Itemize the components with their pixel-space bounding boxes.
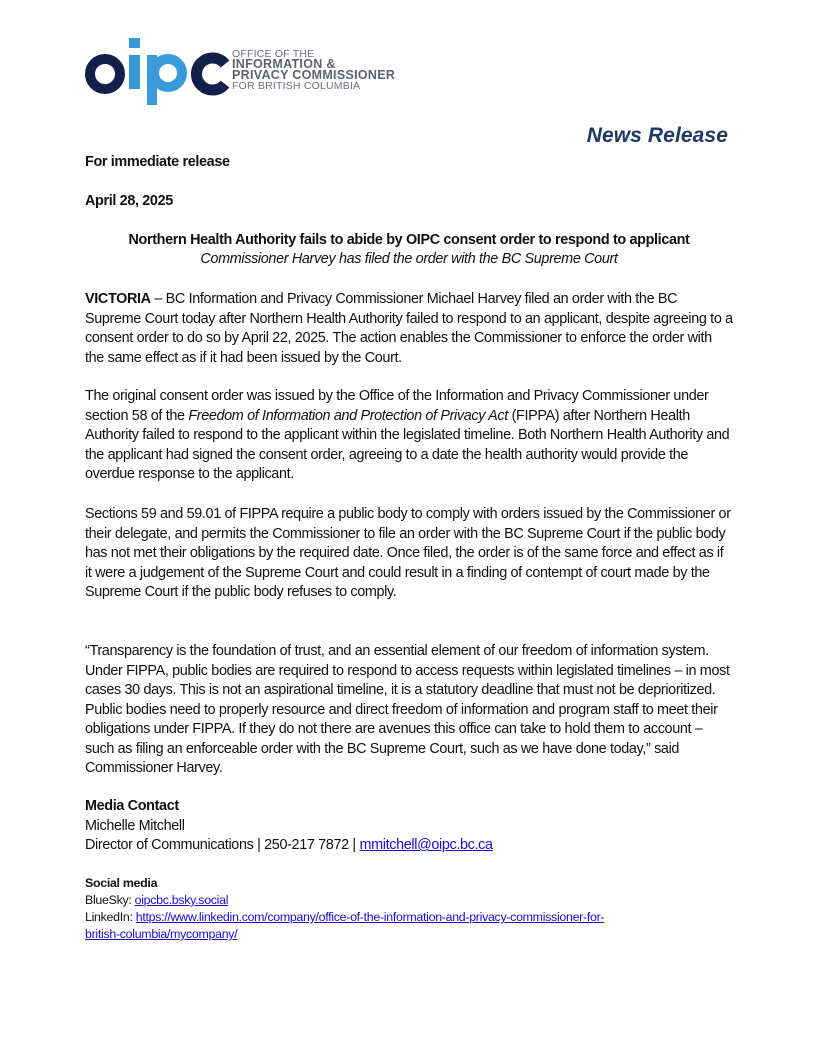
- logo-line-2: INFORMATION &: [232, 57, 336, 71]
- paragraph-1: [85, 290, 733, 368]
- separator: |: [348, 837, 360, 853]
- media-contact-details: [85, 836, 733, 856]
- media-contact-name: Michelle Mitchell: [85, 818, 185, 834]
- oipc-logo: [85, 36, 435, 106]
- act-title: Freedom of Information and Protection of Privacy Act: [188, 407, 508, 424]
- social-media-heading: Social media: [85, 876, 158, 890]
- bluesky-link[interactable]: oipcbc.bsky.social: [134, 893, 229, 907]
- separator: |: [253, 837, 265, 853]
- paragraph-3: Sections 59 and 59.01 of FIPPA require a public body to comply with orders issued by the Commissioner or their delegate, and permits the Commissioner to file an order with the BC Supreme Court if the public body has not met their obligations by the required date. Once filed, the order is of the same force and effect as if it were a judgement of the Supreme Court and could result in a finding of contempt of court made by the Supreme Court if the public body refuses to comply.: [85, 506, 731, 600]
- paragraph-2: [85, 387, 733, 485]
- logo-line-4: FOR BRITISH COLUMBIA: [232, 80, 361, 92]
- paragraph-2-start: The original consent order was issued by the Office of the Information and Privacy Commissioner under section 58 of the: [85, 388, 709, 424]
- headline: Northern Health Authority fails to abide by OIPC consent order to respond to applicant: [128, 232, 690, 248]
- subheadline: Commissioner Harvey has filed the order with the BC Supreme Court: [200, 251, 618, 267]
- paragraph-2-end: (FIPPA) after Northern Health Authority failed to respond to the applicant within the legislated timeline. Both Northern Health Authority and the applicant had signed the consent order, agreeing to a date the health authority would provide the overdue response to the applicant.: [85, 407, 730, 482]
- media-contact-heading: Media Contact: [85, 798, 179, 814]
- oipc-wordmark-icon: [85, 36, 230, 106]
- paragraph-4-quote: “Transparency is the foundation of trust, and an essential element of our freedom of information system. Under FIPPA, public bodies are required to respond to access requests within legislated timelines – in most cases 30 days. This is not an aspirational timeline, it is a statutory deadline that must not be deprioritized. Public bodies need to properly resource and direct freedom of information and program staff to meet their obligations under FIPPA. If they do not there are avenues this office can take to hold them to account – such as filing an enforceable order with the BC Supreme Court, such as we have done today,” said Commissioner Harvey.: [85, 643, 730, 776]
- logo-line-1: OFFICE OF THE: [232, 48, 315, 60]
- media-contact-email-link[interactable]: mmitchell@oipc.bc.ca: [359, 837, 493, 853]
- paragraph-1-text: – BC Information and Privacy Commissioner Michael Harvey filed an order with the BC Supreme Court today after Northern Health Authority failed to respond to an applicant, despite agreeing to a consent order to do so by April 22, 2025. The action enables the Commissioner to enforce the order with the same effect as if it had been issued by the Court.: [85, 291, 733, 366]
- news-release-label: News Release: [586, 124, 728, 147]
- media-contact-title: Director of Communications: [85, 837, 254, 853]
- logo-organization-name: [232, 49, 395, 91]
- media-contact-phone: 250-217 7872: [264, 837, 349, 853]
- linkedin-label: LinkedIn:: [85, 910, 136, 924]
- dateline: VICTORIA: [85, 291, 151, 307]
- linkedin-line: [85, 909, 733, 943]
- bluesky-line: [85, 892, 733, 909]
- logo-line-3: PRIVACY COMMISSIONER: [232, 68, 396, 82]
- bluesky-label: BlueSky:: [85, 893, 135, 907]
- release-status: For immediate release: [85, 154, 230, 170]
- release-date: April 28, 2025: [85, 193, 173, 209]
- linkedin-link-continued[interactable]: british-columbia/mycompany/: [85, 927, 238, 941]
- linkedin-link[interactable]: https://www.linkedin.com/company/office-of-the-information-and-privacy-commissioner-for-: [135, 910, 605, 924]
